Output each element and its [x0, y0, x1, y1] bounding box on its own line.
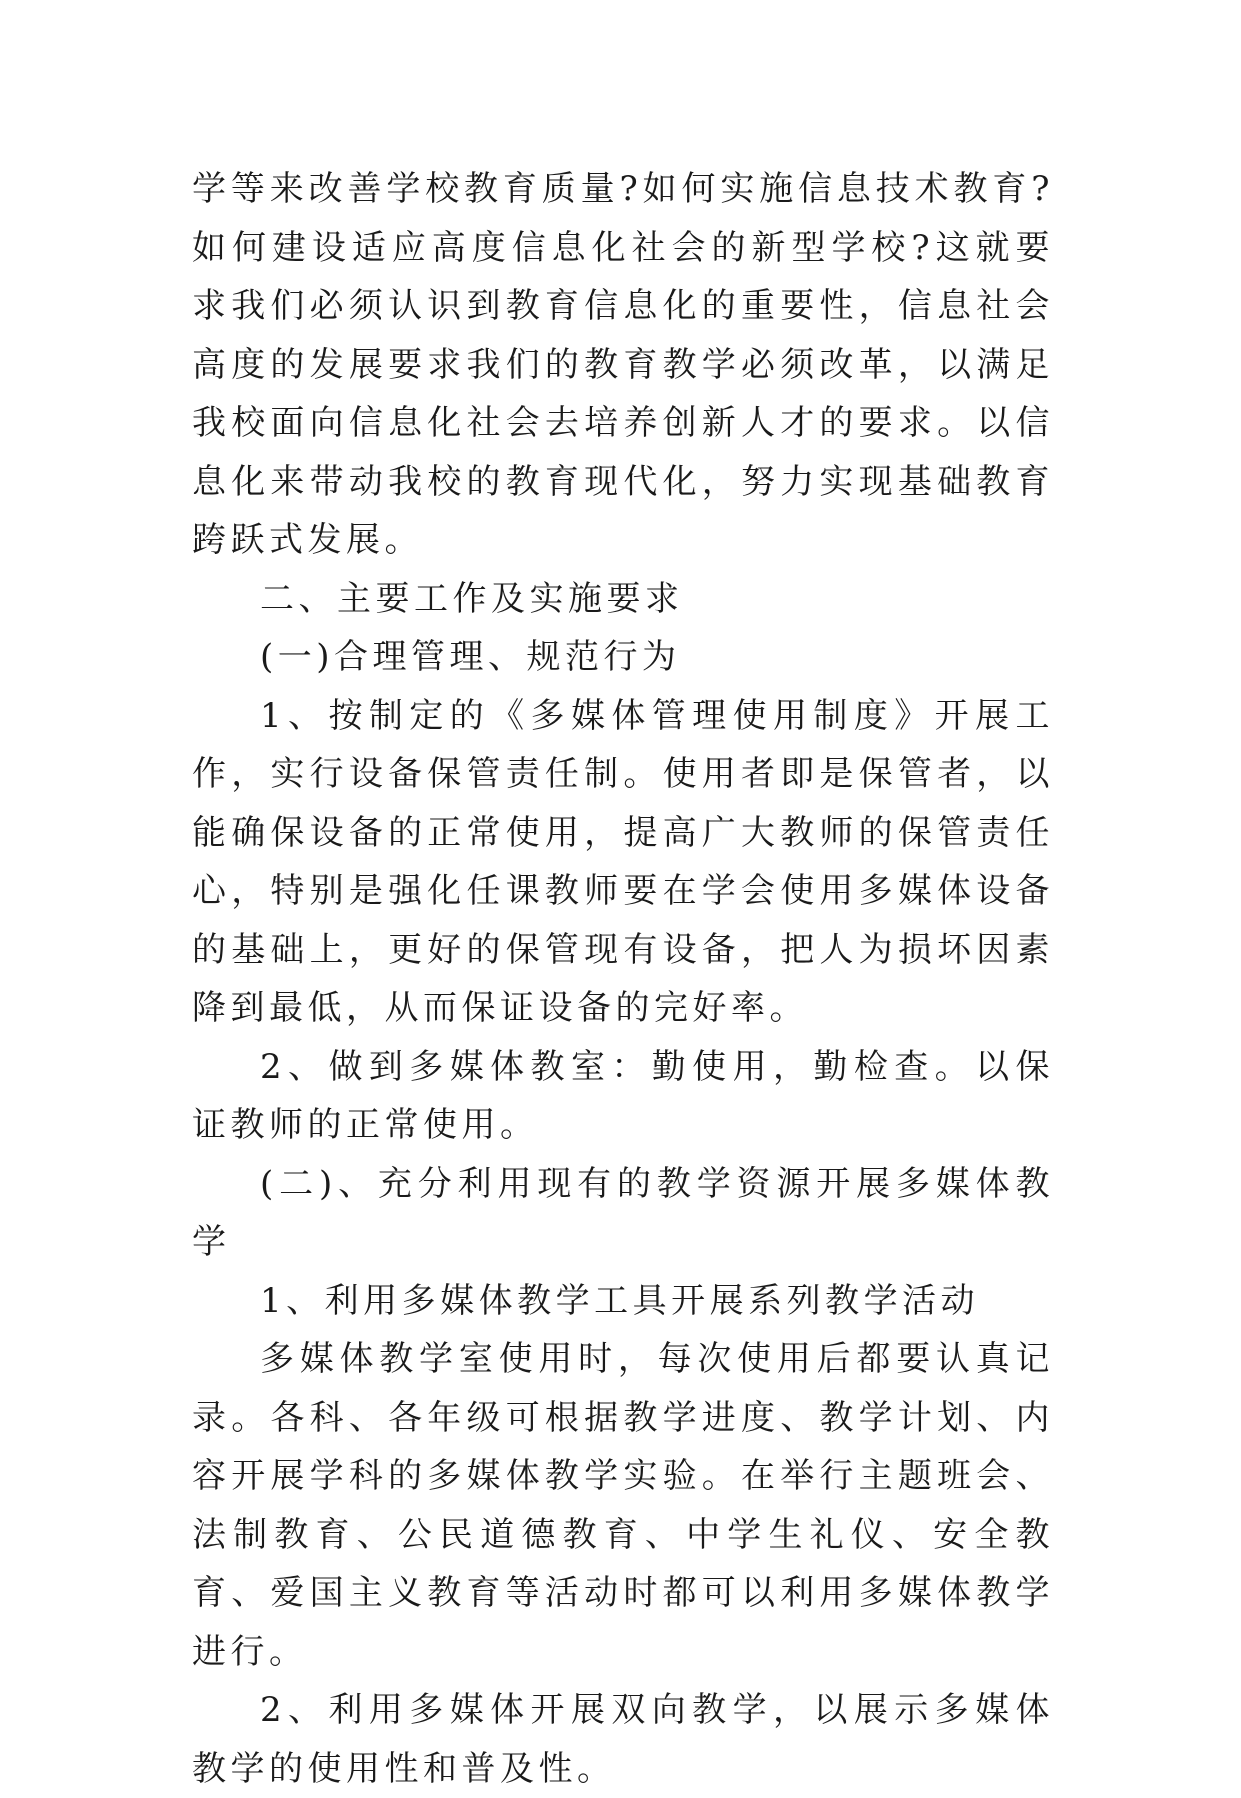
- subsection-heading-resources: (二)、充分利用现有的教学资源开展多媒体教学: [192, 1163, 1054, 1262]
- item-heading-multimedia-tools: 1、利用多媒体教学工具开展系列教学活动: [260, 1280, 980, 1321]
- paragraph-item-2-interactive: 2、利用多媒体开展双向教学，以展示多媒体教学的使用性和普及性。: [192, 1690, 1054, 1789]
- document-body: [192, 160, 1054, 1798]
- paragraph-multimedia-usage: 多媒体教学室使用时，每次使用后都要认真记录。各科、各年级可根据教学进度、教学计划、内容开展学科的多媒体教学实验。在举行主题班会、法制教育、公民道德教育、中学生礼仪、安全教育、爱国主义教育等活动时都可以利用多媒体教学进行。: [192, 1339, 1054, 1672]
- paragraph-item-2-management: 2、做到多媒体教室：勤使用，勤检查。以保证教师的正常使用。: [192, 1046, 1054, 1145]
- paragraph-continuation: 学等来改善学校教育质量?如何实施信息技术教育?如何建设适应高度信息化社会的新型学校?这就要求我们必须认识到教育信息化的重要性，信息社会高度的发展要求我们的教育教学必须改革，以满足我校面向信息化社会去培养创新人才的要求。以信息化来带动我校的教育现代化，努力实现基础教育跨跃式发展。: [192, 169, 1054, 560]
- paragraph-item-1-management: 1、按制定的《多媒体管理使用制度》开展工作，实行设备保管责任制。使用者即是保管者，以能确保设备的正常使用，提高广大教师的保管责任心，特别是强化任课教师要在学会使用多媒体设备的基础上，更好的保管现有设备，把人为损坏因素降到最低，从而保证设备的完好率。: [192, 695, 1054, 1028]
- section-heading-main-work: 二、主要工作及实施要求: [260, 578, 684, 619]
- subsection-heading-management: (一)合理管理、规范行为: [260, 637, 681, 677]
